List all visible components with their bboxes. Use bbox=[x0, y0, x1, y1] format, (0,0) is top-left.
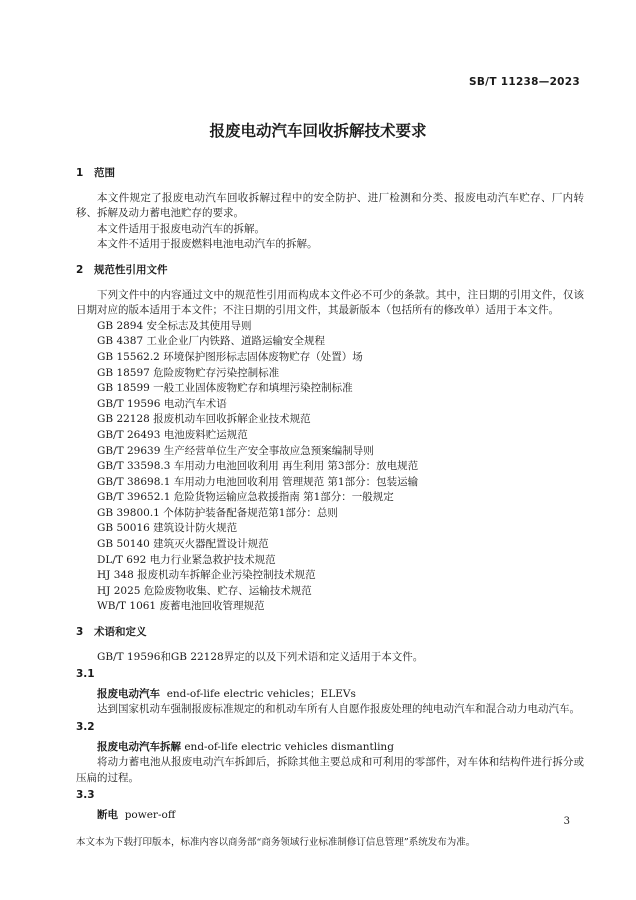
reference-item: GB/T 19596 电动汽车术语 bbox=[97, 397, 227, 410]
section-title: 范围 bbox=[94, 167, 115, 179]
term-entry bbox=[76, 808, 584, 824]
reference-item: HJ 348 报废机动车拆解企业污染控制技术规范 bbox=[97, 569, 316, 582]
reference-item: GB 22128 报废机动车回收拆解企业技术规范 bbox=[97, 413, 311, 426]
term-zh: 断电 bbox=[97, 808, 118, 821]
section-title: 规范性引用文件 bbox=[94, 263, 168, 276]
reference-item: GB 2894 安全标志及其使用导则 bbox=[97, 319, 252, 332]
term-en: end-of-life electric vehicles；ELEVs bbox=[166, 687, 356, 700]
reference-item: GB/T 26493 电池废料贮运规范 bbox=[97, 428, 248, 441]
reference-item: GB 50016 建筑设计防火规范 bbox=[97, 522, 238, 535]
paragraph: GB/T 19596和GB 22128界定的以及下列术语和定义适用于本文件。 bbox=[97, 650, 424, 663]
term-definition: 达到国家机动车强制报废标准规定的和机动车所有人自愿作报废处理的纯电动汽车和混合动力电动汽车。 bbox=[97, 703, 580, 716]
section-heading-scope bbox=[76, 166, 584, 182]
reference-item: HJ 2025 危险废物收集、贮存、运输技术规范 bbox=[97, 584, 312, 597]
reference-item: GB 18599 一般工业固体废物贮存和填埋污染控制标准 bbox=[97, 382, 353, 395]
reference-item: GB 50140 建筑灭火器配置设计规范 bbox=[97, 538, 269, 551]
reference-item: GB 15562.2 环境保护图形标志固体废物贮存（处置）场 bbox=[97, 350, 363, 363]
section-number: 2 bbox=[76, 263, 84, 276]
term-zh: 报废电动汽车 bbox=[97, 687, 160, 700]
reference-item: GB/T 29639 生产经营单位生产安全事故应急预案编制导则 bbox=[97, 444, 374, 457]
page-number: 3 bbox=[563, 816, 570, 827]
standard-code: SB/T 11238—2023 bbox=[469, 76, 580, 88]
reference-item: GB 18597 危险废物贮存污染控制标准 bbox=[97, 366, 280, 379]
paragraph: 本文件规定了报废电动汽车回收拆解过程中的安全防护、进厂检测和分类、报废电动汽车贮存、厂内转移、拆解及动力蓄电池贮存的要求。 bbox=[76, 191, 584, 220]
term-number: 3.1 bbox=[76, 668, 95, 681]
document-title: 报废电动汽车回收拆解技术要求 bbox=[209, 122, 427, 140]
footer-note: 本文本为下载打印版本，标准内容以商务部“商务领域行业标准制修订信息管理”系统发布为准。 bbox=[76, 837, 476, 848]
section-number: 3 bbox=[76, 626, 84, 639]
reference-item: GB/T 39652.1 危险货物运输应急救援指南 第1部分：一般规定 bbox=[97, 491, 394, 504]
term-entry bbox=[76, 687, 584, 703]
term-number: 3.3 bbox=[76, 789, 95, 802]
term-en: end-of-life electric vehicles dismantling bbox=[184, 740, 394, 753]
section-title: 术语和定义 bbox=[94, 626, 147, 639]
paragraph: 本文件适用于报废电动汽车的拆解。 bbox=[97, 222, 265, 235]
reference-item: GB 39800.1 个体防护装备配备规范第1部分：总则 bbox=[97, 506, 338, 519]
section-heading-normative-references bbox=[76, 263, 584, 279]
term-zh: 报废电动汽车拆解 bbox=[97, 740, 181, 753]
document-body bbox=[76, 166, 584, 824]
reference-item: DL/T 692 电力行业紧急救护技术规范 bbox=[97, 553, 276, 566]
term-entry bbox=[76, 740, 584, 756]
reference-item: GB 4387 工业企业厂内铁路、道路运输安全规程 bbox=[97, 335, 325, 348]
reference-item: GB/T 33598.3 车用动力电池回收利用 再生利用 第3部分：放电规范 bbox=[97, 460, 419, 473]
term-definition: 将动力蓄电池从报废电动汽车拆卸后，拆除其他主要总成和可利用的零部件，对车体和结构件进行拆分或压扁的过程。 bbox=[76, 756, 584, 784]
section-number: 1 bbox=[76, 167, 84, 179]
paragraph: 下列文件中的内容通过文中的规范性引用而构成本文件必不可少的条款。其中，注日期的引用文件，仅该日期对应的版本适用于本文件；不注日期的引用文件，其最新版本（包括所有的修改单）适用于本文件。 bbox=[76, 288, 584, 317]
term-number: 3.2 bbox=[76, 721, 95, 733]
section-heading-terms bbox=[76, 625, 584, 641]
term-en: power-off bbox=[124, 808, 176, 821]
reference-item: WB/T 1061 废蓄电池回收管理规范 bbox=[97, 600, 265, 613]
reference-item: GB/T 38698.1 车用动力电池回收利用 管理规范 第1部分：包装运输 bbox=[97, 475, 419, 488]
paragraph: 本文件不适用于报废燃料电池电动汽车的拆解。 bbox=[97, 238, 318, 251]
